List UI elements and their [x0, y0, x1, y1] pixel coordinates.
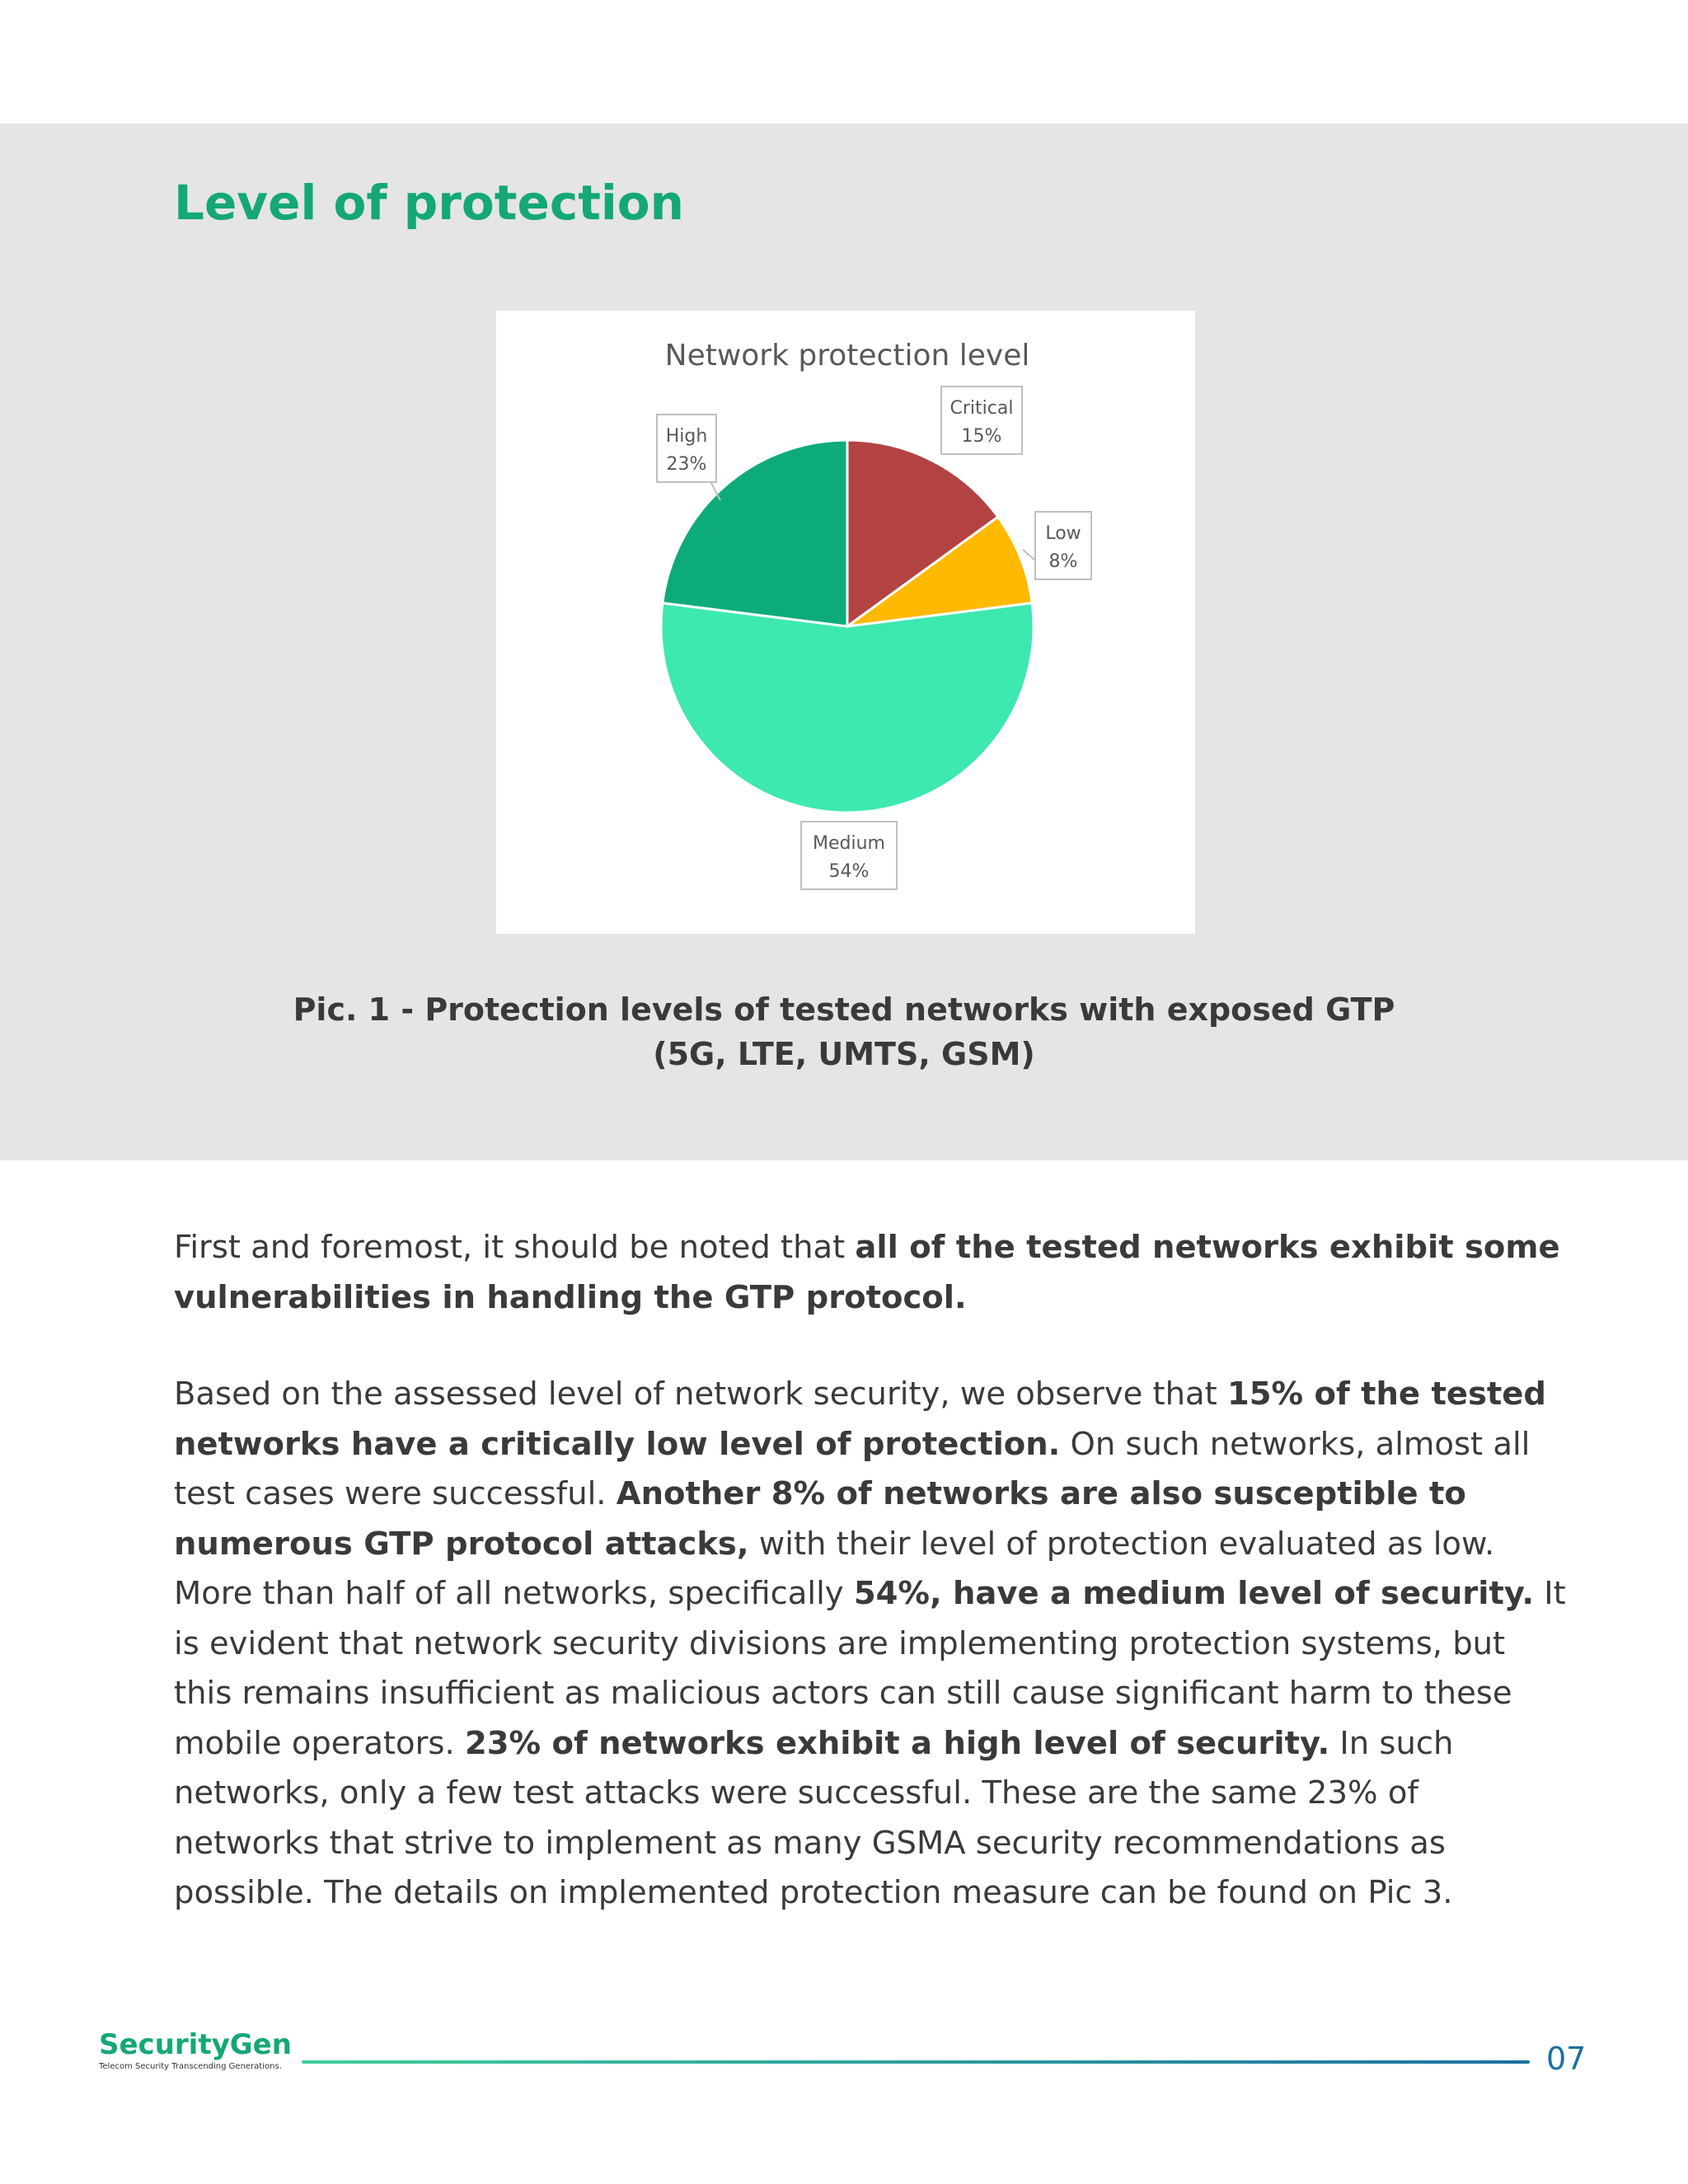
logo-name: SecurityGen [99, 2028, 292, 2061]
bold-text-run: all of the tested networks exhibit some vulnerabilities in handling the GTP protocol. [174, 1229, 1560, 1316]
bold-text-run: 15% of the tested networks have a critically low level of protection. [174, 1376, 1546, 1463]
paragraph-1 [174, 1223, 1567, 1323]
data-label-category: Low [1045, 523, 1081, 544]
data-label-value: 23% [666, 454, 707, 475]
pie-chart [496, 311, 1195, 934]
bold-text-run: Another 8% of networks are also susceptible to numerous GTP protocol attacks, [174, 1475, 1466, 1563]
bold-text-run: 54%, have a medium level of security. [853, 1575, 1535, 1612]
pie-slice-medium [661, 603, 1034, 813]
chart-title: Network protection level [664, 339, 1030, 373]
logo-tagline: Telecom Security Transcending Generations. [99, 2062, 282, 2071]
page-number: 07 [1546, 2041, 1587, 2077]
securitygen-logo [99, 2029, 297, 2071]
data-label-value: 54% [828, 861, 870, 882]
figure-caption [174, 987, 1514, 1076]
paragraph-2 [174, 1370, 1567, 1919]
body-text [174, 1223, 1567, 1966]
text-run: with their level of protection evaluated as low. More than half of all networks, specifically [174, 1525, 1495, 1612]
text-run: It is evident that network security divisions are implementing protection systems, but this remains insufficient as malicious actors can still cause significant harm to these mobile operators. [174, 1575, 1566, 1762]
caption-line-1: Pic. 1 - Protection levels of tested networks with exposed GTP [293, 991, 1395, 1028]
data-label-value: 8% [1048, 551, 1078, 572]
data-label-category: Critical [950, 398, 1014, 419]
data-label-category: High [665, 426, 708, 447]
bold-text-run: 23% of networks exhibit a high level of security. [464, 1724, 1330, 1762]
caption-line-2: (5G, LTE, UMTS, GSM) [653, 1036, 1035, 1072]
data-label-value: 15% [961, 426, 1002, 447]
section-title: Level of protection [174, 175, 684, 231]
text-run: First and foremost, it should be noted that [174, 1229, 856, 1266]
footer-divider [302, 2060, 1530, 2064]
pie-chart-svg [496, 311, 1195, 934]
text-run: Based on the assessed level of network security, we observe that [174, 1376, 1227, 1413]
pie-slices [661, 440, 1034, 813]
data-label-category: Medium [813, 833, 885, 854]
text-run: On such networks, almost all test cases were successful. [174, 1425, 1531, 1512]
text-run: In such networks, only a few test attacks were successful. These are the same 23% of networks that strive to implement as many GSMA security recommendations as possible. The details on implemented protection measure can be found on Pic 3. [174, 1724, 1454, 1911]
label-leader-low [1023, 550, 1035, 560]
